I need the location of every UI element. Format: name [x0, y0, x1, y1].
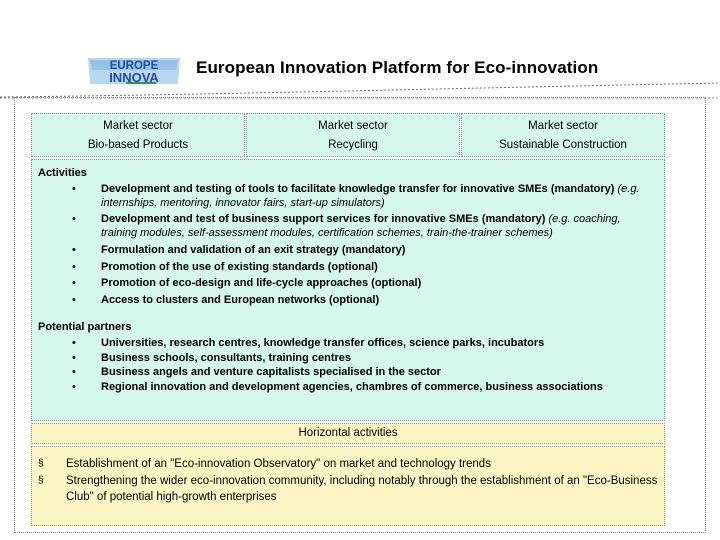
page-title: European Innovation Platform for Eco-innovation [196, 58, 599, 77]
list-item: • Development and test of business support services for innovative SMEs (mandatory) (e.g. coaching, training modules, self-assessment modules, certification schemes, train-the-trainer schemes) [72, 213, 621, 239]
bullet-icon: • [72, 244, 76, 256]
partners-heading: Potential partners [38, 321, 132, 333]
sector-name: Sustainable Construction [499, 139, 627, 151]
activities-heading: Activities [38, 167, 87, 179]
svg-text:INNOVA: INNOVA [109, 70, 159, 85]
sector-sustainable-construction [461, 113, 665, 157]
list-item: • Promotion of the use of existing standards (optional) [72, 260, 378, 273]
horizontal-activities-list [38, 456, 658, 506]
bullet-icon: • [72, 337, 76, 349]
sector-recycling [246, 113, 460, 157]
bullet-icon: • [72, 213, 76, 225]
list-item: § Strengthening the wider eco-innovation community, including notably through the establishment of an "Eco-Business Club" of potential high-growth enterprises [38, 474, 658, 503]
sector-name: Recycling [328, 139, 378, 151]
sector-name: Bio-based Products [87, 139, 189, 151]
svg-text:EUROPE: EUROPE [109, 60, 159, 72]
list-item: • Business schools, consultants, training centres [72, 351, 352, 364]
sector-label: Market sector [318, 120, 388, 132]
list-item: • Promotion of eco-design and life-cycle approaches (optional) [72, 277, 422, 289]
bullet-icon: • [72, 366, 76, 378]
bullet-icon: • [72, 277, 76, 289]
square-bullet-icon: § [38, 458, 44, 469]
list-item: • Regional innovation and development agencies, chambres of commerce, business associations [72, 380, 603, 393]
list-item: • Universities, research centres, knowledge transfer offices, science parks, incubators [72, 337, 545, 349]
bullet-icon: • [72, 183, 76, 195]
bullet-icon: • [72, 293, 76, 306]
square-bullet-icon: § [38, 474, 44, 486]
bullet-icon: • [72, 351, 76, 364]
partners-list [38, 336, 658, 394]
list-item: • Business angels and venture capitalists specialised in the sector [72, 366, 441, 378]
bullet-icon: • [72, 380, 76, 393]
list-item: • Development and testing of tools to facilitate knowledge transfer for innovative SMEs (mandatory) (e.g. internships, mentoring, innovator fairs, start-up simulators) [72, 183, 640, 209]
sector-label: Market sector [103, 120, 173, 132]
activities-list [38, 183, 658, 307]
sector-bio-based [31, 113, 245, 157]
list-item: • Access to clusters and European networks (optional) [72, 293, 380, 306]
bullet-icon: • [72, 260, 76, 273]
list-item: • Formulation and validation of an exit strategy (mandatory) [72, 244, 406, 256]
horizontal-activities-header: Horizontal activities [31, 423, 665, 444]
list-item: § Establishment of an "Eco-innovation Observatory" on market and technology trends [38, 456, 658, 473]
sector-label: Market sector [528, 120, 598, 132]
